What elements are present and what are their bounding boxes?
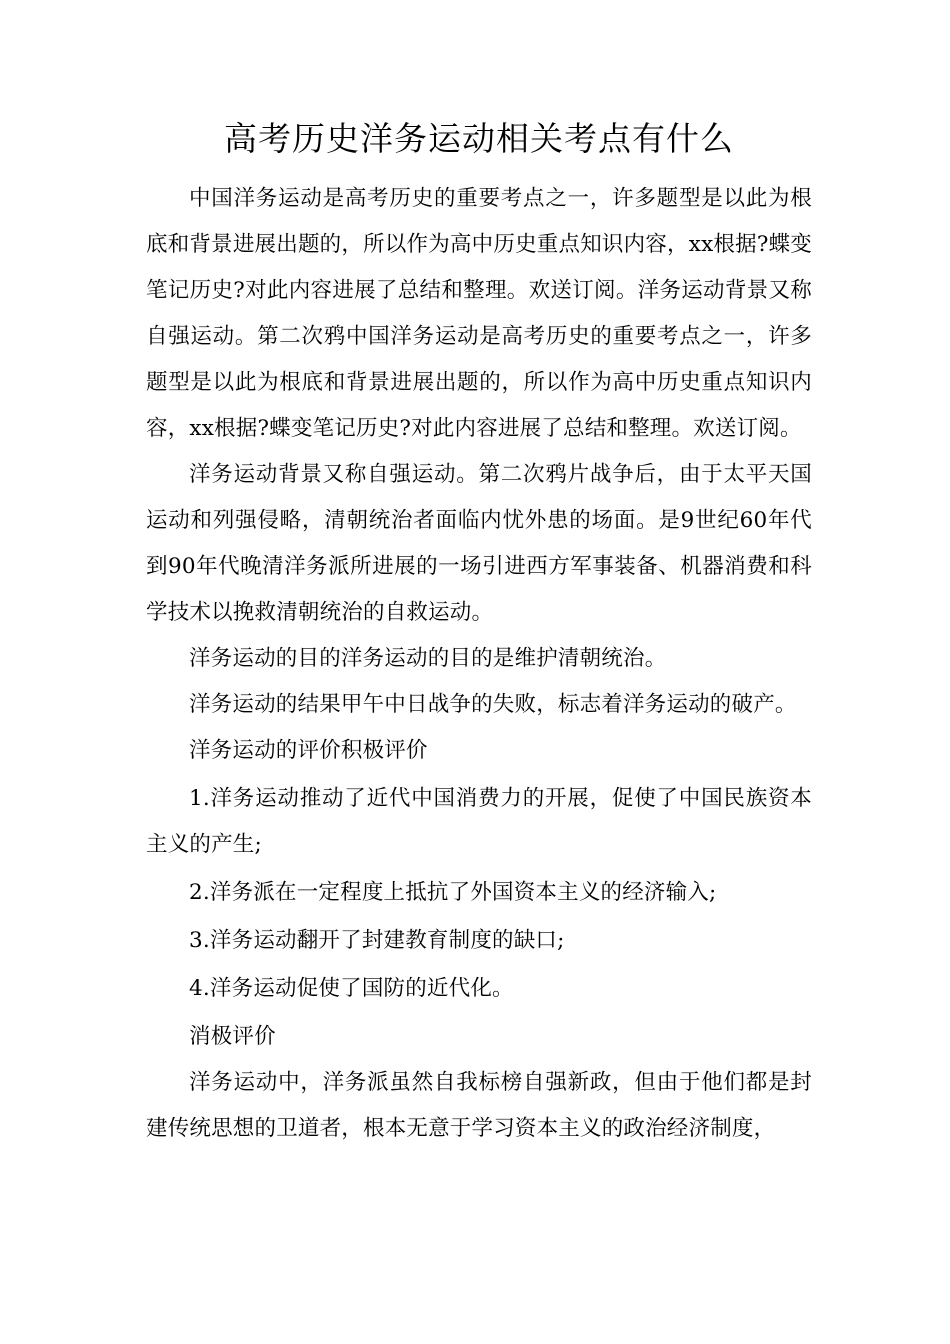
paragraph-purpose: 洋务运动的目的洋务运动的目的是维护清朝统治。 (189, 646, 667, 671)
paragraph-negative: 洋务运动中，洋务派虽然自我标榜自强新政，但由于他们都是封建传统思想的卫道者，根本无意于学习资本主义的政治经济制度， (146, 1070, 812, 1141)
document-page (146, 110, 812, 1152)
list-item-1: 1.洋务运动推动了近代中国消费力的开展，促使了中国民族资本主义的产生; (146, 786, 812, 857)
paragraph-result: 洋务运动的结果甲午中日战争的失败，标志着洋务运动的破产。 (189, 692, 797, 717)
document-title: 高考历史洋务运动相关考点有什么 (224, 119, 734, 158)
list-item-2: 2.洋务派在一定程度上抵抗了外国资本主义的经济输入; (189, 880, 717, 905)
paragraph-evaluation-heading: 洋务运动的评价积极评价 (189, 738, 428, 763)
list-item-4: 4.洋务运动促使了国防的近代化。 (189, 976, 514, 1001)
list-item-3: 3.洋务运动翻开了封建教育制度的缺口; (189, 928, 565, 953)
paragraph-intro: 中国洋务运动是高考历史的重要考点之一，许多题型是以此为根底和背景进展出题的，所以作为高中历史重点知识内容，xx根据?蝶变笔记历史?对此内容进展了总结和整理。欢送订阅。洋务运动背景又称自强运动。第二次鸦中国洋务运动是高考历史的重要考点之一，许多题型是以此为根底和背景进展出题的，所以作为高中历史重点知识内容，xx根据?蝶变笔记历史?对此内容进展了总结和整理。欢送订阅。 (146, 186, 812, 441)
paragraph-negative-heading: 消极评价 (189, 1024, 276, 1049)
paragraph-background: 洋务运动背景又称自强运动。第二次鸦片战争后，由于太平天国运动和列强侵略，清朝统治者面临内忧外患的场面。是9世纪60年代到90年代晚清洋务派所进展的一场引进西方军事装备、机器消费和科学技术以挽救清朝统治的自救运动。 (146, 462, 812, 625)
